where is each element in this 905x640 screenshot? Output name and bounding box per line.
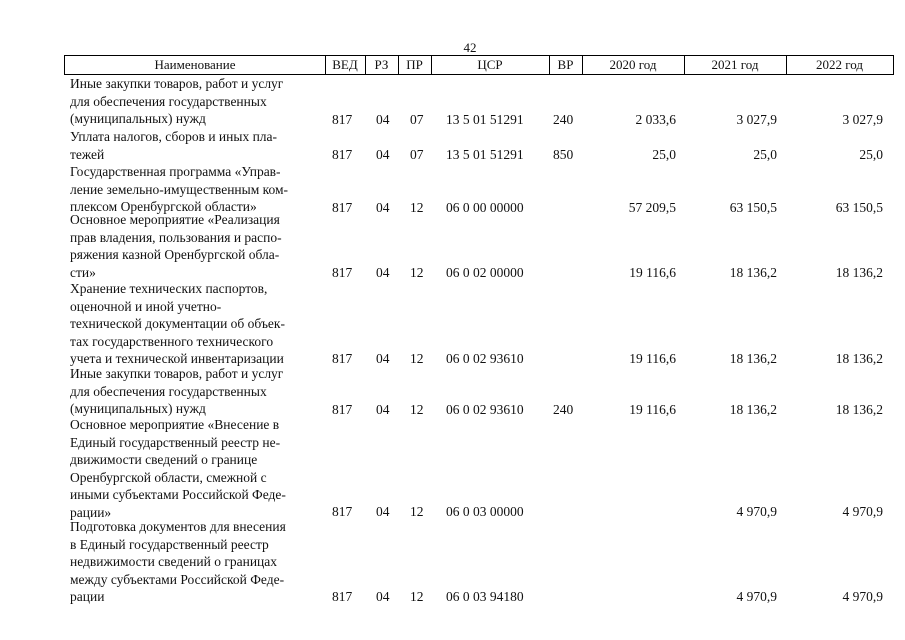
cell-csr: 06 0 03 94180 [446,588,524,604]
table-header [64,55,894,75]
cell-2020: 2 033,6 [635,111,676,127]
cell-2021: 3 027,9 [736,111,777,127]
cell-2020: 25,0 [652,146,676,162]
cell-rz: 04 [376,111,390,127]
row-name: Основное мероприятие «Реализация прав владения, пользования и распо- ряжения казной Оренбургской обла- сти» [70,212,282,280]
cell-pr: 07 [410,111,424,127]
cell-csr: 06 0 00 00000 [446,199,524,215]
table-row [0,75,905,128]
cell-2022: 3 027,9 [842,111,883,127]
cell-ved: 817 [332,350,353,366]
cell-ved: 817 [332,588,353,604]
row-name: Подготовка документов для внесения в Единый государственный реестр недвижимости сведений о границах между субъектами Российской Феде- рации [70,519,286,604]
cell-2021: 25,0 [753,146,777,162]
cell-rz: 04 [376,588,390,604]
page-number: 42 [463,40,477,55]
cell-2021: 4 970,9 [736,588,777,604]
cell-2020: 19 116,6 [629,264,676,280]
row-name: Государственная программа «Управ- ление земельно-имущественным ком- плексом Оренбургской области» [70,164,289,214]
cell-ved: 817 [332,503,353,519]
cell-csr: 13 5 01 51291 [446,111,524,127]
cell-2020: 19 116,6 [629,350,676,366]
cell-csr: 06 0 02 00000 [446,264,524,280]
cell-2022: 18 136,2 [835,264,883,280]
cell-rz: 04 [376,350,390,366]
table-row [0,211,905,281]
table-row [0,128,905,163]
cell-vr: 850 [553,146,574,162]
cell-ved: 817 [332,264,353,280]
header-ved: ВЕД [325,56,366,74]
cell-2021: 18 136,2 [729,350,777,366]
cell-pr: 12 [410,199,424,215]
cell-rz: 04 [376,401,390,417]
cell-csr: 06 0 02 93610 [446,401,524,417]
cell-csr: 06 0 02 93610 [446,350,524,366]
header-csr: ЦСР [431,56,550,74]
cell-vr: 240 [553,111,574,127]
cell-2022: 63 150,5 [835,199,883,215]
cell-2021: 18 136,2 [729,264,777,280]
cell-2022: 4 970,9 [842,503,883,519]
cell-ved: 817 [332,199,353,215]
cell-pr: 12 [410,350,424,366]
cell-2021: 63 150,5 [729,199,777,215]
header-2022: 2022 год [786,56,894,74]
table-row [0,416,905,520]
cell-ved: 817 [332,111,353,127]
cell-pr: 12 [410,503,424,519]
cell-2020: 19 116,6 [629,401,676,417]
cell-pr: 12 [410,401,424,417]
table-row [0,365,905,418]
cell-csr: 13 5 01 51291 [446,146,524,162]
cell-ved: 817 [332,401,353,417]
header-vr: ВР [549,56,583,74]
cell-rz: 04 [376,199,390,215]
cell-rz: 04 [376,264,390,280]
header-name: Наименование [65,56,326,74]
cell-2022: 18 136,2 [835,350,883,366]
cell-csr: 06 0 03 00000 [446,503,524,519]
row-name: Иные закупки товаров, работ и услуг для обеспечения государственных (муниципальных) нужд [70,76,284,126]
cell-pr: 12 [410,264,424,280]
header-pr: ПР [398,56,432,74]
row-name: Иные закупки товаров, работ и услуг для обеспечения государственных (муниципальных) нужд [70,366,284,416]
cell-2022: 18 136,2 [835,401,883,417]
header-2020: 2020 год [582,56,685,74]
cell-2020: 57 209,5 [628,199,676,215]
row-name: Хранение технических паспортов, оценочной и иной учетно- технической документации об объек- тах государственного технического учета и технической инвентаризации [70,281,285,366]
table-row [0,518,905,605]
table-row [0,280,905,367]
cell-2022: 4 970,9 [842,588,883,604]
cell-vr: 240 [553,401,574,417]
table-row [0,163,905,216]
row-name: Уплата налогов, сборов и иных пла- тежей [70,129,278,162]
cell-rz: 04 [376,503,390,519]
cell-pr: 12 [410,588,424,604]
row-name: Основное мероприятие «Внесение в Единый государственный реестр не- движимости сведений о границе Оренбургской области, смежной с иными субъектами Российской Феде- рации» [70,417,286,520]
cell-2021: 4 970,9 [736,503,777,519]
cell-ved: 817 [332,146,353,162]
cell-2022: 25,0 [859,146,883,162]
cell-2021: 18 136,2 [729,401,777,417]
cell-pr: 07 [410,146,424,162]
header-rz: РЗ [365,56,399,74]
cell-rz: 04 [376,146,390,162]
header-2021: 2021 год [684,56,787,74]
